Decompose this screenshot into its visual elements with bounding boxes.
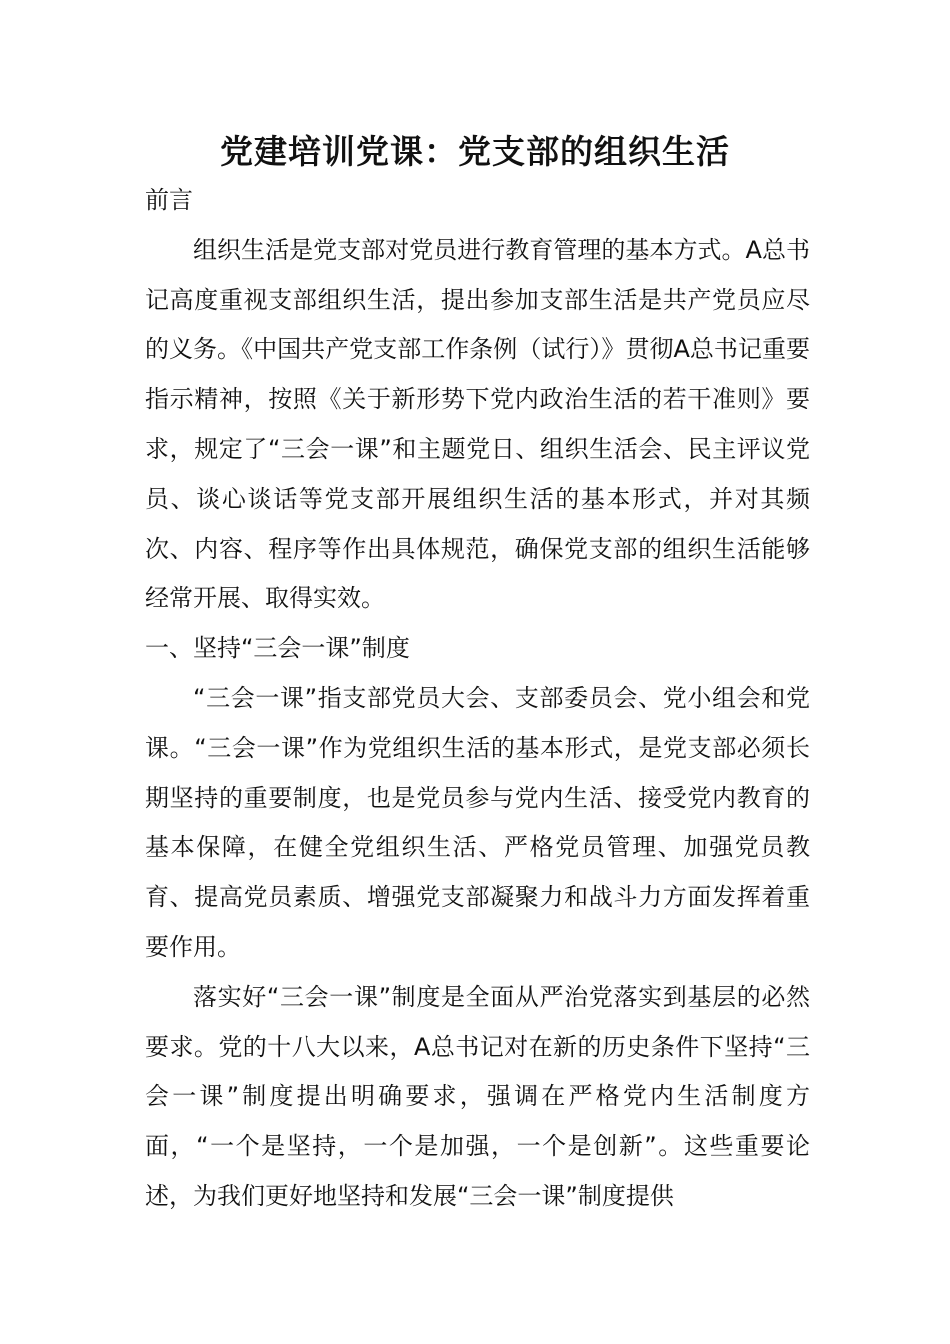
preface-heading: 前言 bbox=[145, 186, 193, 214]
document-title: 党建培训党课：党支部的组织生活 bbox=[220, 132, 730, 171]
section-1-paragraph-2: 落实好“三会一课”制度是全面从严治党落实到基层的必然要求。党的十八大以来，A总书记对在新的历史条件下坚持“三会一课”制度提出明确要求，强调在严格党内生活制度方面，“一个是坚持，一个是加强，一个是创新”。这些重要论述，为我们更好地坚持和发展“三会一课”制度提供 bbox=[145, 982, 810, 1210]
document-body bbox=[145, 176, 810, 1222]
section-1-paragraph-1: “三会一课”指支部党员大会、支部委员会、党小组会和党课。“三会一课”作为党组织生活的基本形式，是党支部必须长期坚持的重要制度，也是党员参与党内生活、接受党内教育的基本保障，在健全党组织生活、严格党员管理、加强党员教育、提高党员素质、增强党支部凝聚力和战斗力方面发挥着重要作用。 bbox=[145, 683, 810, 961]
preface-paragraph: 组织生活是党支部对党员进行教育管理的基本方式。A总书记高度重视支部组织生活，提出参加支部生活是共产党员应尽的义务。《中国共产党支部工作条例（试行）》贯彻A总书记重要指示精神，按照《关于新形势下党内政治生活的若干准则》要求，规定了“三会一课”和主题党日、组织生活会、民主评议党员、谈心谈话等党支部开展组织生活的基本形式，并对其频次、内容、程序等作出具体规范，确保党支部的组织生活能够经常开展、取得实效。 bbox=[145, 235, 810, 613]
section-1-heading: 一、坚持“三会一课”制度 bbox=[145, 634, 410, 663]
